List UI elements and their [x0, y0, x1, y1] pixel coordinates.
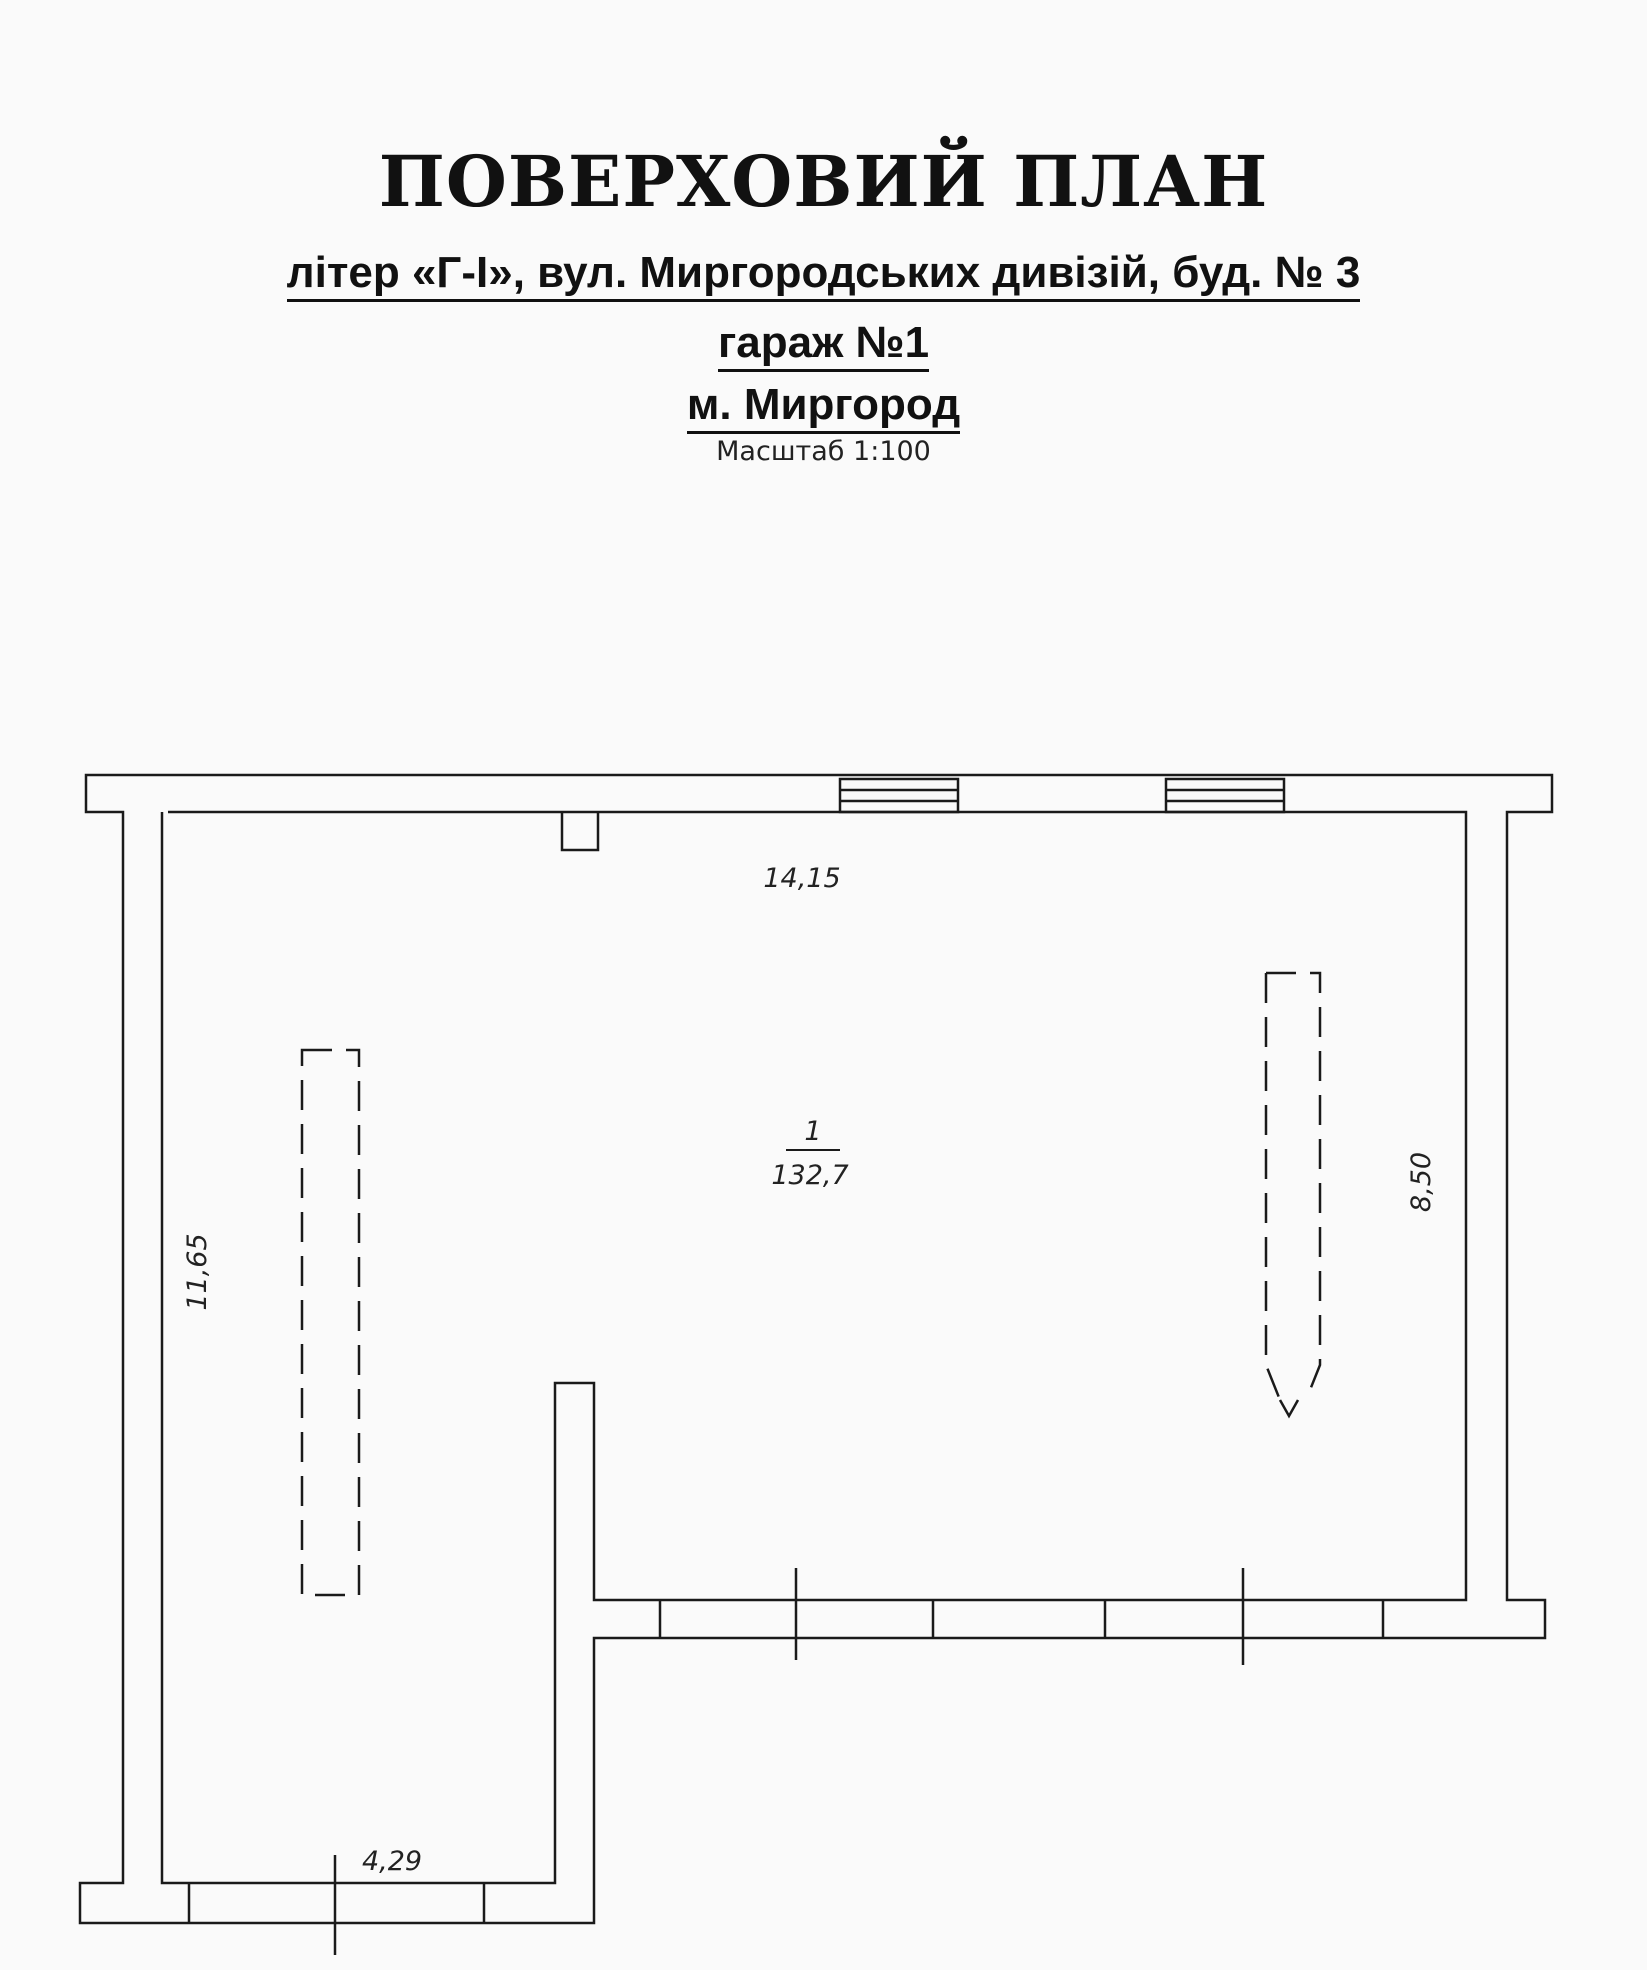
room-area: 132,7 [771, 1160, 849, 1191]
window-north-1 [840, 779, 958, 812]
window-north-2 [1166, 779, 1284, 812]
gate-south [660, 1568, 1383, 1665]
inspection-pit-left [302, 1050, 359, 1595]
wall-pier [562, 812, 598, 850]
scale-label: Масштаб 1:100 [716, 436, 931, 467]
inspection-pit-right [1266, 973, 1320, 1400]
page-title: ПОВЕРХОВИЙ ПЛАН [378, 140, 1269, 223]
pit-arrow [1280, 1400, 1298, 1416]
dim-bottom: 4,29 [361, 1846, 423, 1877]
address-text: літер «Г-І», вул. Миргородських дивізій, буд. № 3 [287, 248, 1361, 302]
dim-right: 8,50 [1406, 1151, 1437, 1213]
room-number: 1 [804, 1116, 822, 1147]
city-text: м. Миргород [687, 380, 960, 434]
object-text: гараж №1 [718, 318, 929, 372]
dim-left: 11,65 [182, 1233, 213, 1311]
gate-bottom-left [189, 1855, 484, 1955]
dim-top: 14,15 [763, 863, 841, 894]
